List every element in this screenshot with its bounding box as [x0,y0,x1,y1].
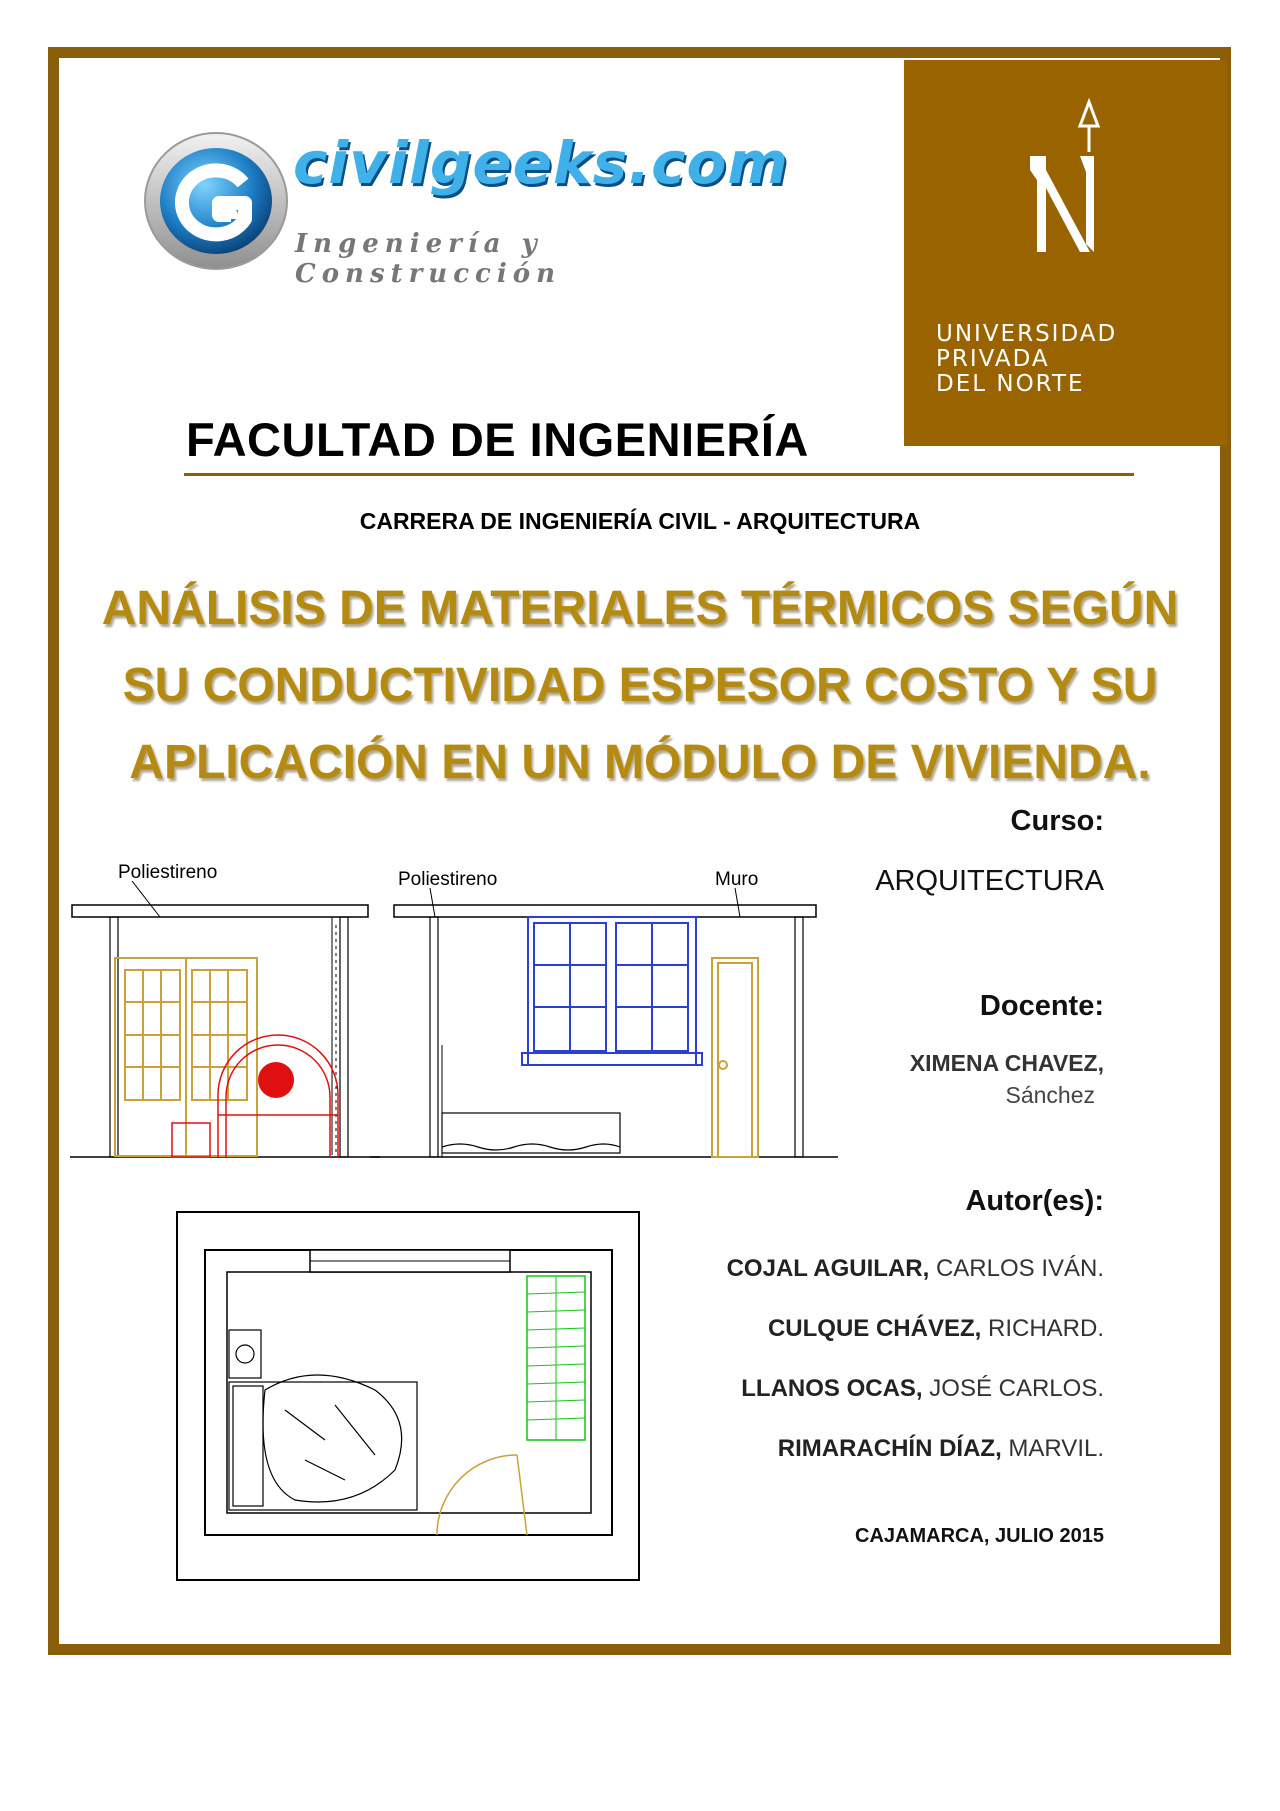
place-date: CAJAMARCA, JULIO 2015 [855,1525,1104,1547]
author-surname: RIMARACHÍN DÍAZ, [777,1435,1002,1462]
bed-plan-icon [229,1330,417,1510]
author-item [778,1435,1104,1463]
title-line: ANÁLISIS DE MATERIALES TÉRMICOS SEGÚN [101,582,1179,635]
civilgeeks-tagline: Ingeniería y Construcción [295,229,561,289]
title-line: SU CONDUCTIVIDAD ESPESOR COSTO Y SU [122,659,1158,712]
author-item [768,1315,1104,1343]
window-icon [522,917,702,1065]
elevation-drawing-left [70,855,390,1165]
university-name-line: UNIVERSIDAD [936,321,1118,347]
civilgeeks-g-icon [143,127,293,277]
university-name-line: DEL NORTE [936,371,1085,397]
insulation-label: Poliestireno [398,869,498,890]
closet-icon [527,1276,585,1440]
armchair-icon [172,1035,338,1157]
insulation-label: Poliestireno [118,862,218,883]
university-emblem-icon [904,60,1227,300]
door-icon [712,958,758,1157]
teacher-label: Docente: [979,990,1104,1022]
university-name-line: PRIVADA [936,346,1050,372]
wall-label: Muro [715,869,759,890]
university-logo [904,60,1227,446]
faculty-heading: FACULTAD DE INGENIERÍA [186,413,809,466]
double-door-icon [115,958,257,1156]
teacher-surname: XIMENA CHAVEZ, [909,1050,1104,1076]
author-surname: CULQUE CHÁVEZ, [767,1315,982,1342]
author-surname: COJAL AGUILAR, [726,1255,930,1282]
civilgeeks-logo [143,127,803,287]
floor-plan-drawing [175,1210,645,1585]
author-item [727,1255,1104,1283]
author-surname: LLANOS OCAS, [741,1375,923,1402]
course-value: ARQUITECTURA [875,865,1104,897]
author-name: RICHARD. [987,1315,1104,1342]
faculty-underline [184,473,1134,476]
author-name: CARLOS IVÁN. [935,1255,1104,1282]
authors-label: Autor(es): [965,1185,1104,1217]
course-label: Curso: [1010,805,1104,837]
document-title [60,570,1220,801]
title-line: APLICACIÓN EN UN MÓDULO DE VIVIENDA. [129,736,1151,789]
teacher-name: Sánchez [1005,1082,1095,1108]
civilgeeks-wordmark: civilgeeks.com [293,129,789,197]
author-name: JOSÉ CARLOS. [929,1375,1104,1402]
career-subtitle: CARRERA DE INGENIERÍA CIVIL - ARQUITECTURA [359,508,921,534]
elevation-drawing-right [370,855,840,1165]
author-item [741,1375,1104,1403]
door-swing-icon [437,1455,527,1535]
bed-icon [442,1113,620,1153]
author-name: MARVIL. [1008,1435,1104,1462]
